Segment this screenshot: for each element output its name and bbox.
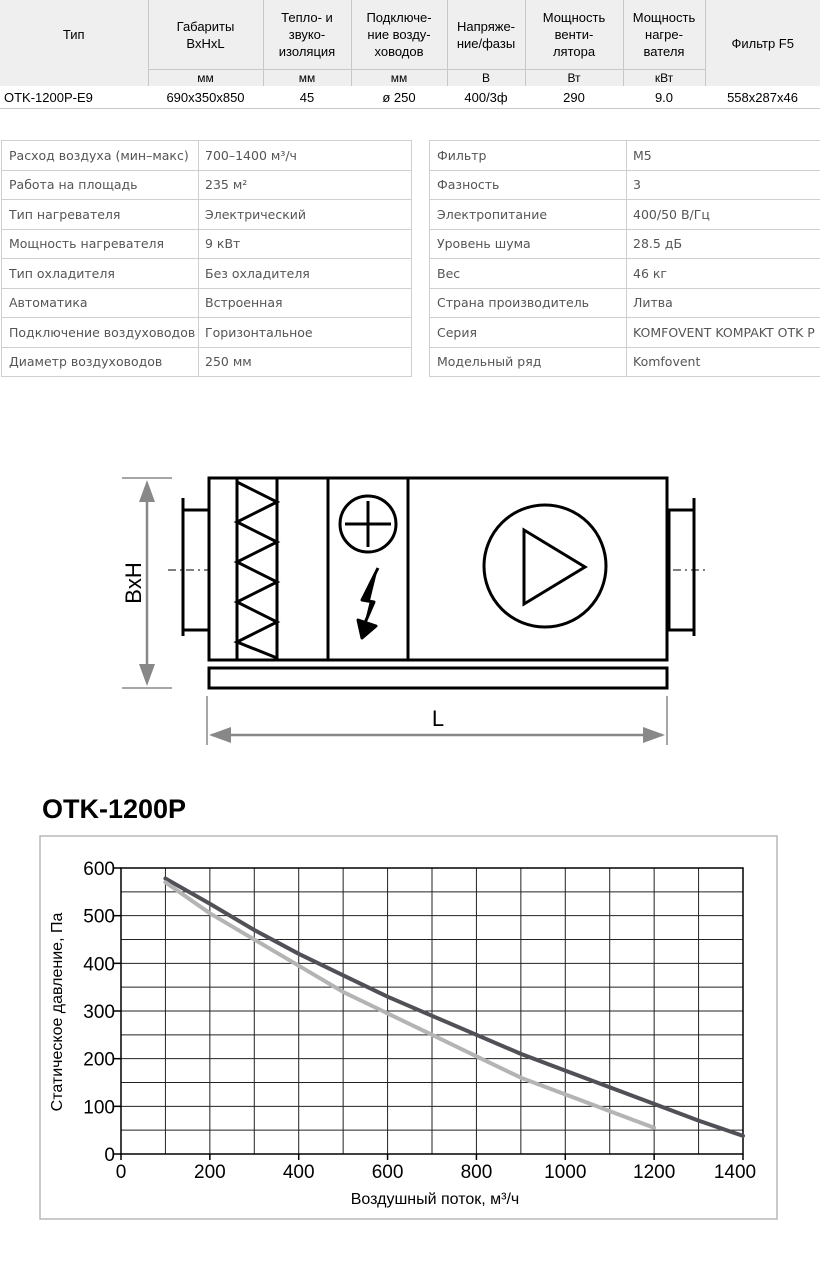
spec-header-cell: Тепло- и звуко- изоляция	[263, 0, 351, 70]
spec-unit-cell: кВт	[623, 70, 705, 87]
unit-base	[209, 668, 667, 688]
property-row	[430, 200, 820, 230]
x-tick-label: 400	[282, 1162, 315, 1183]
property-name: Вес	[430, 259, 627, 289]
spec-value-cell: 558x287x46	[705, 86, 820, 109]
property-value: 9 кВт	[199, 229, 412, 259]
x-axis-label: Воздушный поток, м³/ч	[350, 1191, 520, 1208]
property-value: Встроенная	[199, 288, 412, 318]
property-row	[2, 288, 412, 318]
property-name: Фазность	[430, 170, 627, 200]
y-tick-label: 600	[83, 859, 115, 880]
performance-chart	[0, 828, 820, 1228]
x-tick-label: 1200	[633, 1162, 676, 1183]
property-name: Фильтр	[430, 141, 627, 171]
property-row	[430, 288, 820, 318]
x-tick-label: 600	[371, 1162, 404, 1183]
property-name: Подключение воздуховодов	[2, 318, 199, 348]
property-row	[2, 200, 412, 230]
y-tick-label: 300	[83, 1002, 115, 1023]
spec-header-cell: Тип	[0, 0, 148, 70]
property-name: Страна производитель	[430, 288, 627, 318]
spec-header-cell: Фильтр F5	[705, 0, 820, 86]
property-name: Диаметр воздуховодов	[2, 347, 199, 377]
spec-unit-cell: мм	[351, 70, 447, 87]
length-dimension-label: L	[431, 706, 445, 731]
spec-value-cell: 45	[263, 86, 351, 109]
property-value: 250 мм	[199, 347, 412, 377]
property-name: Серия	[430, 318, 627, 348]
spec-value-cell: 9.0	[623, 86, 705, 109]
property-value: 28.5 дБ	[627, 229, 820, 259]
y-tick-label: 500	[83, 906, 115, 928]
spec-unit-cell	[0, 70, 148, 87]
property-row	[2, 170, 412, 200]
property-value: 3	[627, 170, 820, 200]
spec-value-cell: ø 250	[351, 86, 447, 109]
property-name: Тип охладителя	[2, 259, 199, 289]
property-row	[430, 170, 820, 200]
outlet-duct-flange	[669, 510, 694, 630]
y-tick-label: 400	[83, 954, 115, 976]
property-value: Литва	[627, 288, 820, 318]
spec-unit-cell: Вт	[525, 70, 623, 87]
property-name: Автоматика	[2, 288, 199, 318]
property-value: M5	[627, 141, 820, 171]
spec-value-cell: 400/3ф	[447, 86, 525, 109]
property-name: Электропитание	[430, 200, 627, 230]
property-value: Без охладителя	[199, 259, 412, 289]
property-row	[430, 141, 820, 171]
spec-header-cell: Мощность венти- лятора	[525, 0, 623, 70]
property-value: 700–1400 м³/ч	[199, 141, 412, 171]
y-axis-label: Статическое давление, Па	[49, 912, 66, 1112]
property-name: Мощность нагревателя	[2, 229, 199, 259]
property-value: 400/50 В/Гц	[627, 200, 820, 230]
property-value: 46 кг	[627, 259, 820, 289]
x-tick-label: 800	[460, 1162, 493, 1183]
x-tick-label: 0	[115, 1162, 127, 1183]
spec-table	[0, 0, 820, 109]
spec-header-cell: Напряже- ние/фазы	[447, 0, 525, 70]
properties-table-left	[1, 140, 412, 377]
y-tick-label: 200	[83, 1049, 115, 1071]
property-row	[2, 259, 412, 289]
property-row	[2, 318, 412, 348]
height-dimension-label: BxH	[121, 562, 146, 604]
property-row	[2, 141, 412, 171]
spec-header-cell: Подключе- ние возду- ховодов	[351, 0, 447, 70]
heater-plus-icon	[340, 496, 396, 552]
property-row	[430, 318, 820, 348]
y-tick-label: 100	[83, 1097, 115, 1119]
property-name: Расход воздуха (мин–макс)	[2, 141, 199, 171]
property-value: Электрический	[199, 200, 412, 230]
property-row	[2, 347, 412, 377]
spec-unit-cell: мм	[148, 70, 263, 87]
property-name: Тип нагревателя	[2, 200, 199, 230]
x-tick-label: 1400	[713, 1162, 757, 1183]
property-row	[430, 259, 820, 289]
property-value: KOMFOVENT KOMPAKT OTK P	[627, 318, 820, 348]
property-value: Горизонтальное	[199, 318, 412, 348]
spec-header-cell: Габариты BxHxL	[148, 0, 263, 70]
property-value: 235 м²	[199, 170, 412, 200]
y-tick-label: 0	[104, 1145, 115, 1166]
property-row	[430, 229, 820, 259]
property-name: Уровень шума	[430, 229, 627, 259]
properties-table-right	[429, 140, 820, 377]
unit-dimension-diagram	[0, 440, 820, 760]
property-row	[2, 229, 412, 259]
spec-value-cell: 290	[525, 86, 623, 109]
property-row	[430, 347, 820, 377]
spec-value-cell: OTK-1200P-E9	[0, 86, 148, 109]
chart-title: OTK-1200P	[42, 794, 187, 824]
spec-header-cell: Мощность нагре- вателя	[623, 0, 705, 70]
property-value: Komfovent	[627, 347, 820, 377]
spec-unit-cell: мм	[263, 70, 351, 87]
spec-value-cell: 690x350x850	[148, 86, 263, 109]
x-tick-label: 1000	[544, 1162, 587, 1183]
property-name: Работа на площадь	[2, 170, 199, 200]
spec-unit-cell: В	[447, 70, 525, 87]
x-tick-label: 200	[194, 1162, 226, 1183]
property-name: Модельный ряд	[430, 347, 627, 377]
